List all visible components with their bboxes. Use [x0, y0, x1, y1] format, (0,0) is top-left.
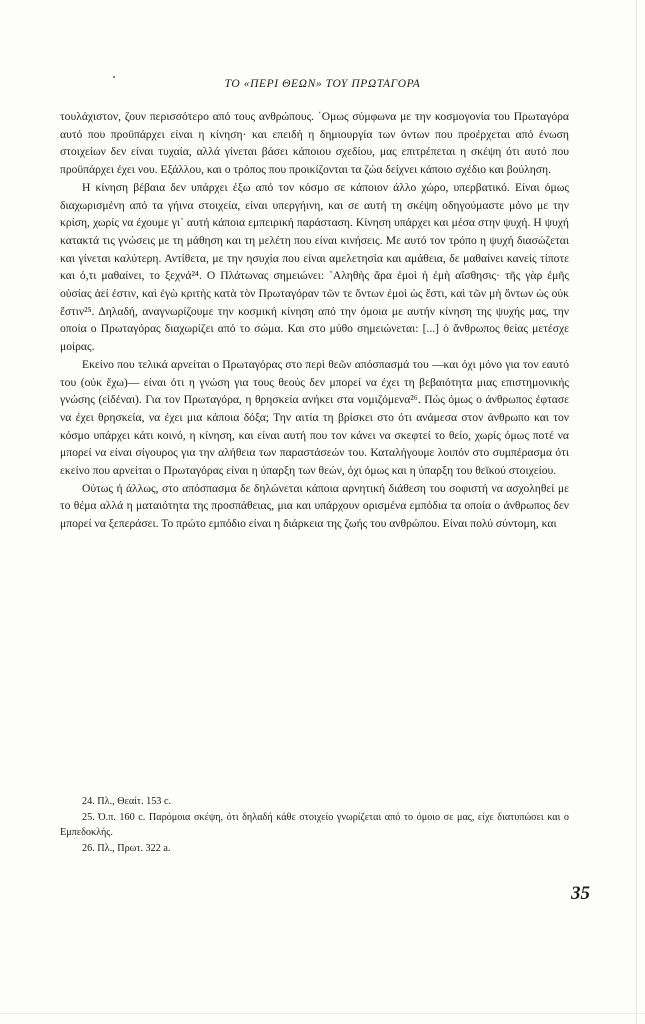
body-text [60, 108, 569, 533]
footnote-25: 25. Ό.π. 160 c. Παρόμοια σκέψη, ότι δηλαδή κάθε στοιχείο γνωρίζεται από το όμοιο σε μας, είχε διατυπώσει και ο Εμπεδοκλής. [60, 811, 569, 838]
page-edge-bottom [0, 1013, 645, 1014]
footnote-24: 24. Πλ., Θεαίτ. 153 c. [82, 796, 172, 807]
paragraph-1: τουλάχιστον, ζουν περισσότερο από τους ανθρώπους. ΄Ομως σύμφωνα με την κοσμογονία του Πρωταγόρα αυτό που προϋπάρχει είναι η κίνηση· και επειδή η δημιουργία των όντων που προέρχεται από ένωση στοιχείων δεν είναι τυχαία, αλλά γίνεται βάσει κάποιου σχεδίου, μας επιτρέπεται η σκέψη ότι αυτό που προϋπάρχει έχει νου. Εξάλλου, και ο τρόπος που προικίζονται τα ζώα δείχνει κάποιο σχέδιο και βούληση. [60, 110, 569, 177]
footnotes [60, 794, 569, 856]
footnote-26: 26. Πλ., Πρωτ. 322 a. [82, 842, 171, 854]
paragraph-4: Ούτως ή άλλως, στο απόσπασμα δε δηλώνεται κάποια αρνητική διάθεση του σοφιστή να ασχοληθεί με το θέμα αλλά η ματαιότητα της προσπάθειας, μια και υπάρχουν ορισμένα εμπόδια τα οποία ο άνθρωπος δεν μπορεί να ξεπεράσει. Το πρώτο εμπόδιο είναι η διάρκεια της ζωής του ανθρώπου. Είναι πολύ σύντομη, και [60, 481, 569, 531]
page-edge-right [636, 0, 637, 1024]
page-number: 35 [571, 883, 590, 904]
paragraph-3: Εκείνο που τελικά αρνείται ο Πρωταγόρας στο περὶ θεῶν απόσπασμά του —και όχι μόνο για τον εαυτό του (οὐκ ἔχω)— είναι ότι η γνώση για τους θεούς δεν μπορεί να έχει τη βεβαιότητα μιας επιστημονικής γνώσης (εἰδέναι). Για τον Πρωταγόρα, η θρησκεία ανήκει στα νομιζόμενα²⁶. Πώς όμως ο άνθρωπος έφτασε να έχει θρησκεία, να έχει μια κάποια δόξα; Την αιτία τη βρίσκει στο ότι ανάμεσα στον άνθρωπο και τον κόσμο υπάρχει κάτι κοινό, η κίνηση, και είναι αυτή που τον κάνει να σκεφτεί το θείο, χωρίς όμως ποτέ να μπορεί να είναι σίγουρος για την αλήθεια των παραστάσεών του. Καταλήγουμε λοιπόν στο συμπέρασμα ότι εκείνο που αρνείται ο Πρωταγόρας είναι η ύπαρξη των θεών, όχι όμως και η ύπαρξη του θεϊκού στοιχείου. [60, 357, 569, 478]
paragraph-2: Η κίνηση βέβαια δεν υπάρχει έξω από τον κόσμο σε κάποιον άλλο χώρο, υπερβατικό. Είναι όμως διαχωρισμένη από τα γήινα στοιχεία, είναι υπεργήινη, και σε αυτή τη σκέψη οδηγούμαστε μόνο με την κρίση, χωρίς να έχουμε γι᾽ αυτή κάποια εμπειρική παράσταση. Κίνηση υπάρχει και μέσα στην ψυχή. Η ψυχή κατακτά τις γνώσεις με τη μάθηση και τη μελέτη που είναι κινήσεις. Με αυτό τον τρόπο η ψυχή διασώζεται και γίνεται καλύτερη. Αντίθετα, με την ησυχία που είναι αμελετησία και αμάθεια, δε μαθαίνει κανείς τίποτε και ό,τι μαθαίνει, το ξεχνά²⁴. Ο Πλάτωνας σημειώνει: ᾽Αληθὴς ἄρα ἐμοὶ ἡ ἐμὴ αἴσθησις· τῆς γὰρ ἐμῆς οὐσίας ἀεί ἐστιν, καὶ ἐγὼ κριτὴς κατὰ τὸν Πρωταγόραν τῶν τε ὄντων ἐμοὶ ὡς ἔστι, καὶ τῶν μὴ ὄντων ὡς οὐκ ἔστιν²⁵. Δηλαδή, αναγνωρίζουμε την κοσμική κίνηση από την όμοια με αυτήν κίνηση της ψυχής μας, την οποία ο Πρωταγόρας διαχωρίζει από το σώμα. Και στο μύθο σημειώνεται: [...] ὁ ἄνθρωπος θείας μετέσχε μοίρας. [60, 180, 569, 354]
running-head: ΤΟ «ΠΕΡΙ ΘΕΩΝ» ΤΟΥ ΠΡΩΤΑΓΟΡΑ [224, 78, 421, 90]
